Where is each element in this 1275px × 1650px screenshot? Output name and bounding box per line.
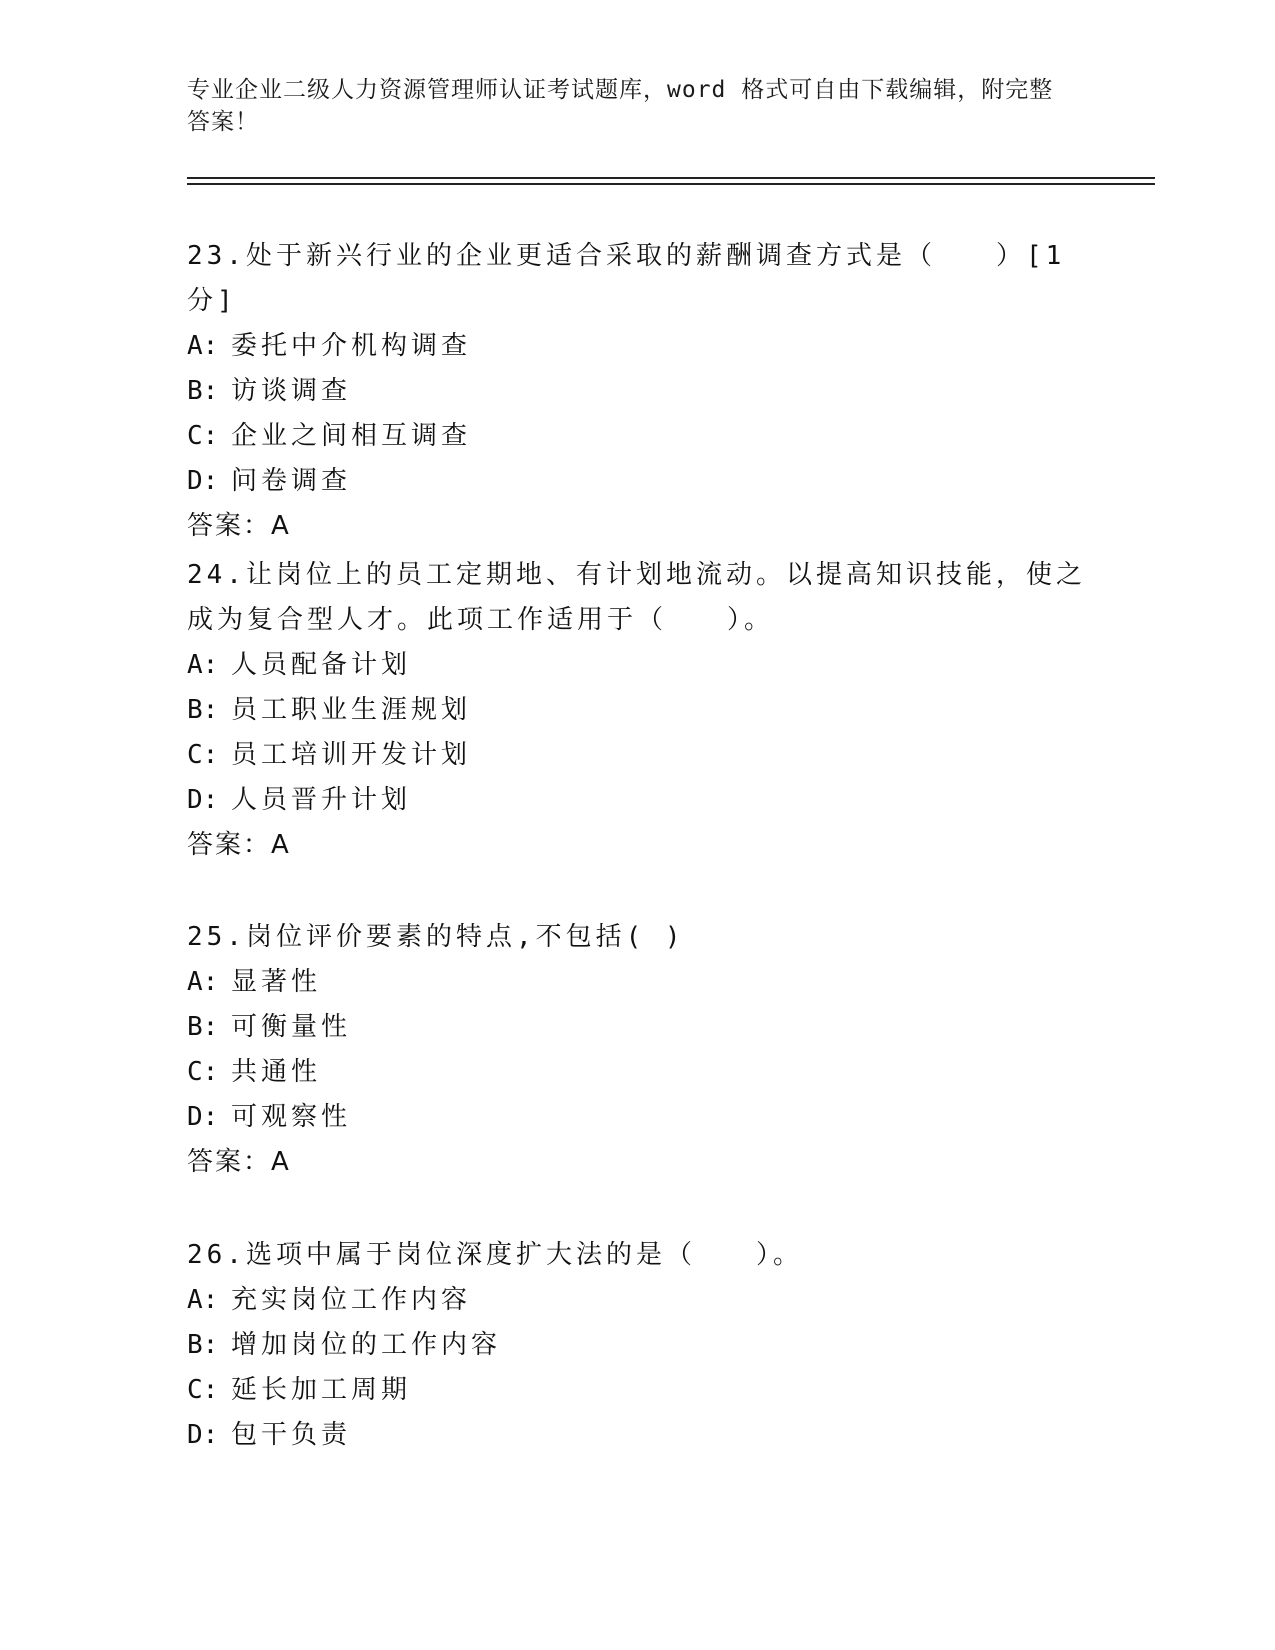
option-key: A:: [187, 331, 219, 361]
option-text: 员工培训开发计划: [231, 740, 472, 770]
option-a: [187, 643, 1087, 688]
answer-line: 答案：A: [187, 511, 291, 541]
option-key: B:: [187, 376, 219, 406]
option-b: [187, 1005, 1087, 1050]
option-text: 包干负责: [231, 1420, 352, 1450]
option-text: 延长加工周期: [231, 1375, 412, 1405]
question-stem: 25.岗位评价要素的特点,不包括( ): [187, 922, 685, 952]
option-d: [187, 1413, 1087, 1458]
option-text: 充实岗位工作内容: [231, 1285, 472, 1315]
question-23: [187, 234, 1087, 549]
option-a: [187, 1278, 1087, 1323]
option-c: [187, 1368, 1087, 1413]
option-b: [187, 1323, 1087, 1368]
option-key: B:: [187, 695, 219, 725]
option-text: 可衡量性: [231, 1012, 352, 1042]
option-b: [187, 369, 1087, 414]
option-text: 员工职业生涯规划: [231, 695, 472, 725]
option-d: [187, 778, 1087, 823]
option-text: 人员晋升计划: [231, 785, 412, 815]
option-text: 访谈调查: [231, 376, 352, 406]
option-text: 委托中介机构调查: [231, 331, 472, 361]
option-a: [187, 960, 1087, 1005]
question-stem: 26.选项中属于岗位深度扩大法的是（ ）。: [187, 1240, 803, 1270]
answer-line: 答案：A: [187, 830, 291, 860]
option-key: B:: [187, 1012, 219, 1042]
option-b: [187, 688, 1087, 733]
option-key: A:: [187, 650, 219, 680]
option-text: 问卷调查: [231, 466, 352, 496]
option-key: D:: [187, 1420, 219, 1450]
option-key: C:: [187, 1057, 219, 1087]
header-divider-bottom: [187, 183, 1155, 185]
option-key: A:: [187, 967, 219, 997]
option-text: 人员配备计划: [231, 650, 412, 680]
option-c: [187, 733, 1087, 778]
option-key: C:: [187, 421, 219, 451]
option-key: D:: [187, 1102, 219, 1132]
option-text: 显著性: [231, 967, 322, 997]
option-key: B:: [187, 1330, 219, 1360]
option-d: [187, 459, 1087, 504]
question-25: [187, 915, 1087, 1185]
document-intro: 专业企业二级人力资源管理师认证考试题库，word 格式可自由下载编辑，附完整答案！: [187, 77, 1054, 135]
option-d: [187, 1095, 1087, 1140]
option-key: D:: [187, 785, 219, 815]
option-text: 企业之间相互调查: [231, 421, 472, 451]
option-c: [187, 1050, 1087, 1095]
question-26: [187, 1233, 1087, 1458]
answer-line: 答案：A: [187, 1147, 291, 1177]
question-24: [187, 553, 1087, 868]
option-c: [187, 414, 1087, 459]
header-divider-top: [187, 177, 1155, 179]
option-text: 可观察性: [231, 1102, 352, 1132]
question-stem: 24.让岗位上的员工定期地、有计划地流动。以提高知识技能，使之成为复合型人才。此项工作适用于（ ）。: [187, 560, 1086, 635]
option-key: C:: [187, 740, 219, 770]
option-text: 增加岗位的工作内容: [231, 1330, 502, 1360]
question-stem: 23.处于新兴行业的企业更适合采取的薪酬调查方式是（ ）[1 分]: [187, 241, 1066, 316]
option-key: D:: [187, 466, 219, 496]
option-key: A:: [187, 1285, 219, 1315]
option-text: 共通性: [231, 1057, 322, 1087]
option-a: [187, 324, 1087, 369]
option-key: C:: [187, 1375, 219, 1405]
